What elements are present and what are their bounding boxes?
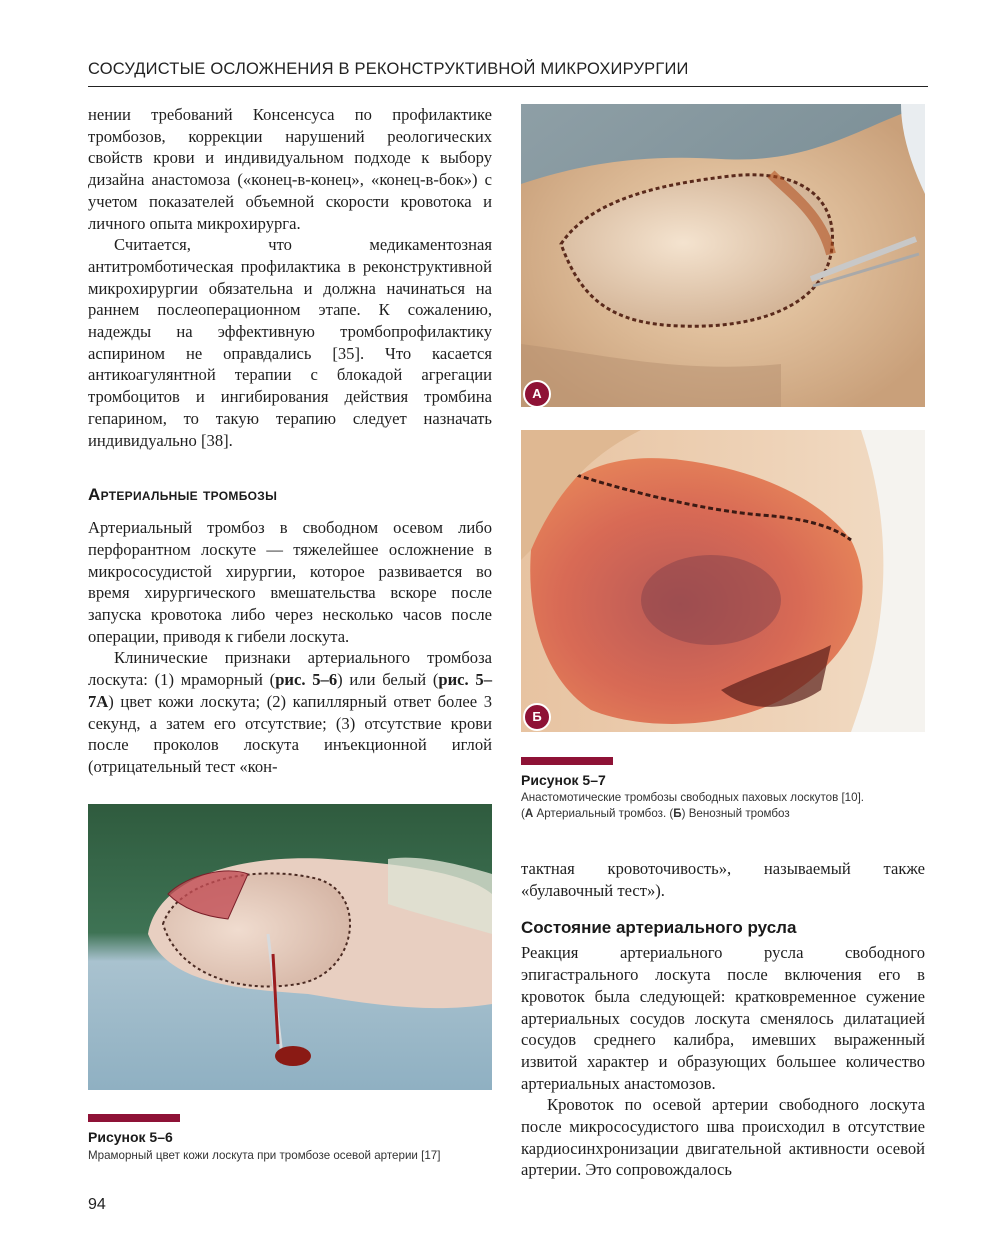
p4-text-b: ) или белый ( [337,670,439,690]
figure-5-7-caption-line-2: (А Артериальный тромбоз. (Б) Венозный тромбоз [521,807,790,820]
p4-text-c: ) цвет кожи лоскута; (2) капиллярный ответ более 3 секунд, а затем его отсутствие; (3) отсутствие крови после проколов лоскута инъекционной иглой (отрицательный тест «кон- [88,691,492,776]
photo-figure-5-7b-drawing [521,430,925,732]
right-paragraph-1: тактная кровоточивость», называемый также «булавочный тест»). [521,859,925,900]
figure-5-7-label-b: Б [523,703,551,731]
right-paragraph-2: Реакция артериального русла свободного эпигастрального лоскута после включения его в кровоток была следующей: кратковременное сужение артериальных сосудов лоскута сменялось дилатацией сосудов среднего калибра, имевших выраженный извитой характер и образующих большее количество артериальных анастомозов. [521,943,925,1093]
figure-ref-5-6[interactable]: рис. 5–6 [275,670,338,690]
figure-5-6-caption: Мраморный цвет кожи лоскута при тромбозе осевой артерии [17] [88,1149,441,1162]
section-heading-arterial-thrombosis: Артериальные тромбозы [88,485,278,505]
caption-text-b: ) Венозный тромбоз [681,807,790,820]
figure-5-7-caption-bar [521,757,613,765]
left-column [88,104,492,778]
right-column [521,858,925,1181]
right-paragraph-3: Кровоток по осевой артерии свободного лоскута после микрососудистого шва происходил в отсутствие кардиосинхронизации двигательной активности осевой артерии. Это сопровождалось [521,1095,925,1180]
photo-figure-5-7a-drawing [521,104,925,407]
left-paragraph-4 [88,647,492,777]
left-paragraph-2: Считается, что медикаментозная антитромботическая профилактика в реконструктивной микрохирургии обязательна и должна начинаться на раннем послеоперационном этапе. К сожалению, надежды на эффективную тромбопрофилактику аспирином не оправдались [35]. Что касается антикоагулянтной терапии с блокадой агрегации тромбоцитов и ингибирования действия тромбина гепарином, то такую терапию следует назначать индивидуально [38]. [88,235,492,450]
left-paragraph-1: нении требований Консенсуса по профилактике тромбозов, коррекции нарушений реологических свойств крови и индивидуальном подходе к выбору дизайна анастомоза («конец-в-конец», «конец-в-бок») с учетом показателей объемной скорости кровотока и личного опыта микрохирурга. [88,105,492,233]
figure-ref-5-7a[interactable]: рис. 5–7А [88,670,493,711]
figure-5-7-caption-line-1: Анастомотические тромбозы свободных паховых лоскутов [10]. [521,791,865,804]
figure-5-7-caption [521,790,931,822]
section-heading-arterial-bed: Состояние артериального русла [521,918,797,938]
caption-label-b: Б [673,807,682,820]
running-header: СОСУДИСТЫЕ ОСЛОЖНЕНИЯ В РЕКОНСТРУКТИВНОЙ МИКРОХИРУРГИИ [88,60,689,78]
figure-5-6-caption-bar [88,1114,180,1122]
figure-5-7-label-a: А [523,380,551,408]
photo-figure-5-7a [521,104,925,407]
page-number: 94 [88,1196,106,1213]
caption-label-a: А [524,807,534,820]
figure-5-6-title: Рисунок 5–6 [88,1129,173,1145]
left-paragraph-3: Артериальный тромбоз в свободном осевом либо перфорантном лоскуте — тяжелейшее осложнение в микрососудистой хирургии, которое развивается во время хирургического вмешательства вскоре после запуска кровотока либо через несколько часов после операции, приводя к гибели лоскута. [88,518,492,646]
figure-5-7-title: Рисунок 5–7 [521,772,606,788]
header-rule [88,86,928,87]
p4-text-a: Клинические признаки артериального тромбоза лоскута: (1) мраморный ( [88,648,492,690]
photo-figure-5-7b [521,430,925,732]
photo-figure-5-6-drawing [88,804,492,1090]
photo-figure-5-6 [88,804,492,1090]
caption-text-a: Артериальный тромбоз. ( [533,807,674,820]
